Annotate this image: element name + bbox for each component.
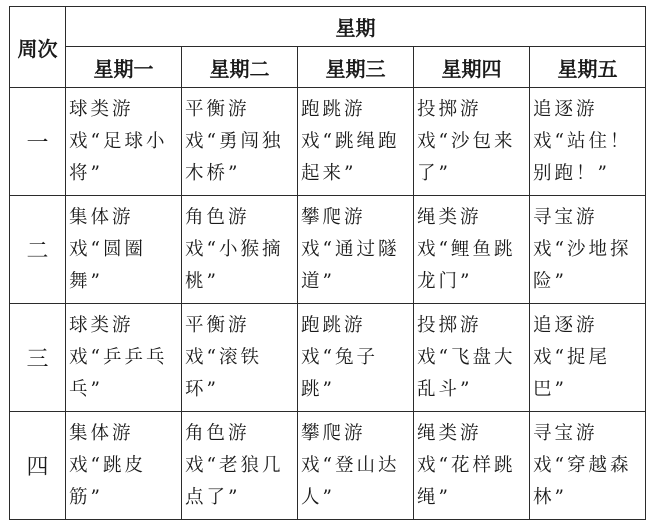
schedule-cell: 集体游戏“跳皮筋” xyxy=(66,412,182,520)
corner-header-week: 周次 xyxy=(10,7,66,88)
schedule-cell: 绳类游戏“花样跳绳” xyxy=(414,412,530,520)
schedule-cell: 角色游戏“小猴摘桃” xyxy=(182,196,298,304)
schedule-cell: 追逐游戏“站住！别跑！” xyxy=(530,88,646,196)
schedule-cell: 绳类游戏“鲤鱼跳龙门” xyxy=(414,196,530,304)
table-row xyxy=(10,412,646,520)
group-header-weekday: 星期 xyxy=(66,7,646,47)
day-header-wed: 星期三 xyxy=(298,47,414,88)
schedule-cell: 平衡游戏“勇闯独木桥” xyxy=(182,88,298,196)
schedule-cell: 投掷游戏“沙包来了” xyxy=(414,88,530,196)
schedule-cell: 球类游戏“足球小将” xyxy=(66,88,182,196)
schedule-table-wrapper xyxy=(9,6,646,520)
schedule-cell: 角色游戏“老狼几点了” xyxy=(182,412,298,520)
schedule-cell: 寻宝游戏“沙地探险” xyxy=(530,196,646,304)
schedule-cell: 跑跳游戏“跳绳跑起来” xyxy=(298,88,414,196)
schedule-cell: 球类游戏“乒乒乓乓” xyxy=(66,304,182,412)
schedule-cell: 攀爬游戏“登山达人” xyxy=(298,412,414,520)
day-header-fri: 星期五 xyxy=(530,47,646,88)
week-label: 二 xyxy=(10,196,66,304)
schedule-cell: 跑跳游戏“兔子跳” xyxy=(298,304,414,412)
header-row-group xyxy=(10,7,646,47)
table-row xyxy=(10,196,646,304)
schedule-cell: 集体游戏“圆圈舞” xyxy=(66,196,182,304)
schedule-cell: 攀爬游戏“通过隧道” xyxy=(298,196,414,304)
schedule-cell: 投掷游戏“飞盘大乱斗” xyxy=(414,304,530,412)
week-label: 四 xyxy=(10,412,66,520)
schedule-cell: 寻宝游戏“穿越森林” xyxy=(530,412,646,520)
week-label: 一 xyxy=(10,88,66,196)
day-header-thu: 星期四 xyxy=(414,47,530,88)
table-row xyxy=(10,304,646,412)
weekly-game-schedule-table xyxy=(9,6,646,520)
day-header-tue: 星期二 xyxy=(182,47,298,88)
header-row-days xyxy=(10,47,646,88)
day-header-mon: 星期一 xyxy=(66,47,182,88)
schedule-cell: 平衡游戏“滚铁环” xyxy=(182,304,298,412)
schedule-cell: 追逐游戏“捉尾巴” xyxy=(530,304,646,412)
week-label: 三 xyxy=(10,304,66,412)
table-row xyxy=(10,88,646,196)
